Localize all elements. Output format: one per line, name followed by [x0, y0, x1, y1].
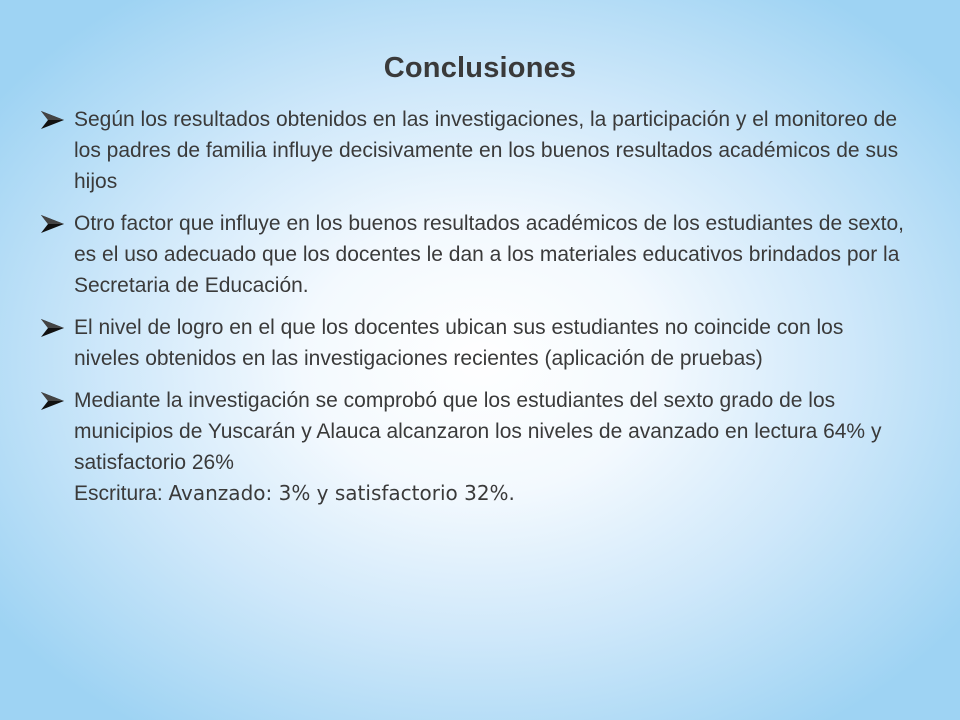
bullet-text: El nivel de logro en el que los docentes ubican sus estudiantes no coincide con los niveles obtenidos en las investigaciones recientes (aplicación de pruebas) — [74, 316, 844, 370]
arrowhead-bullet-icon — [40, 391, 66, 411]
slide-title: Conclusiones — [383, 52, 577, 84]
arrowhead-bullet-icon — [40, 110, 66, 130]
bullet-item — [40, 104, 910, 197]
writing-label: Escritura: — [74, 482, 169, 505]
bullet-item — [40, 208, 910, 301]
bullet-list — [40, 104, 910, 520]
arrowhead-bullet-icon — [40, 318, 66, 338]
bullet-item — [40, 312, 910, 374]
arrowhead-bullet-icon — [40, 214, 66, 234]
bullet-text: Según los resultados obtenidos en las investigaciones, la participación y el monitoreo de los padres de familia influye decisivamente en los buenos resultados académicos de sus hijos — [74, 108, 899, 193]
bullet-item — [40, 385, 910, 509]
bullet-text: Otro factor que influye en los buenos resultados académicos de los estudiantes de sexto, es el uso adecuado que los docentes le dan a los materiales educativos brindados por la Secretaria de Educación. — [74, 212, 904, 297]
writing-values: Avanzado: 3% y satisfactorio 32%. — [168, 481, 515, 505]
bullet-text-line2 — [74, 478, 910, 509]
bullet-text: Mediante la investigación se comprobó que los estudiantes del sexto grado de los municipios de Yuscarán y Alauca alcanzaron los niveles de avanzado en lectura 64% y satisfactorio 26% — [74, 389, 882, 474]
